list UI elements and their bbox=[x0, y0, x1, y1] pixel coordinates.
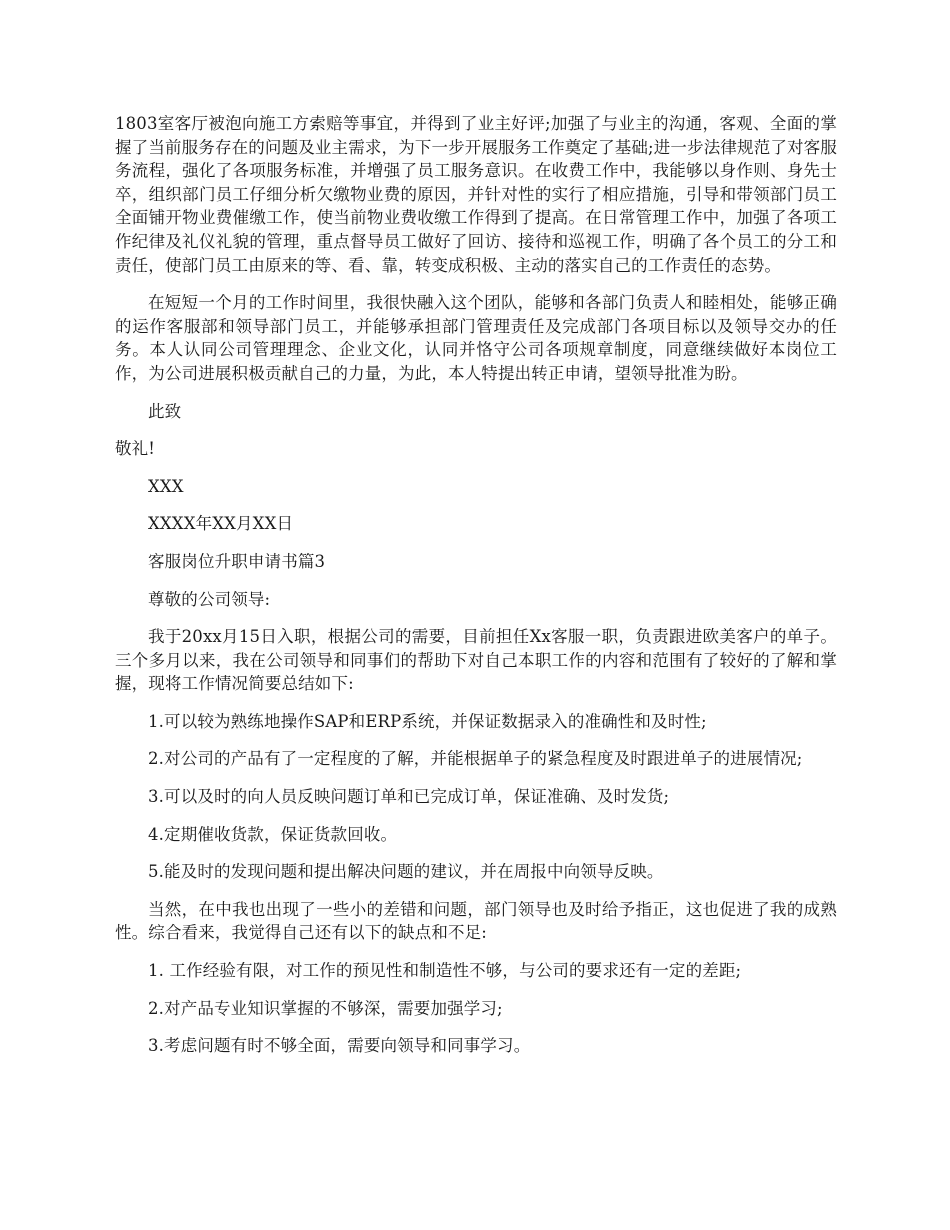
list-item-achievement-2: 2.对公司的产品有了一定程度的了解，并能根据单子的紧急程度及时跟进单子的进展情况; bbox=[148, 749, 803, 769]
document-body bbox=[115, 112, 837, 1072]
signature-date: XXXX年XX月XX日 bbox=[148, 514, 294, 534]
list-item-achievement-4: 4.定期催收货款，保证货款回收。 bbox=[148, 824, 398, 844]
list-item-achievement-5: 5.能及时的发现问题和提出解决问题的建议，并在周报中向领导反映。 bbox=[148, 862, 664, 882]
list-item-achievement-1: 1.可以较为熟练地操作SAP和ERP系统，并保证数据录入的准确性和及时性; bbox=[148, 711, 707, 731]
list-item-shortcoming-3: 3.考虑问题有时不够全面，需要向领导和同事学习。 bbox=[148, 1036, 531, 1056]
list-item-achievement-3: 3.可以及时的向人员反映问题订单和已完成订单，保证准确、及时发货; bbox=[148, 787, 670, 807]
paragraph-introduction: 我于20xx月15日入职，根据公司的需要，目前担任Xx客服一职，负责跟进欧美客户的单子。三个多月以来，我在公司领导和同事们的帮助下对自己本职工作的内容和范围有了较好的了解和掌握，现将工作情况简要总结如下: bbox=[115, 627, 837, 694]
closing-salutation: 此致 bbox=[148, 401, 182, 421]
list-item-shortcoming-2: 2.对产品专业知识掌握的不够深，需要加强学习; bbox=[148, 998, 503, 1018]
list-item-shortcoming-1: 1. 工作经验有限，对工作的预见性和制造性不够，与公司的要求还有一定的差距; bbox=[148, 961, 742, 981]
paragraph-work-summary-continued: 1803室客厅被泡向施工方索赔等事宜，并得到了业主好评;加强了与业主的沟通，客观、全面的掌握了当前服务存在的问题及业主需求，为下一步开展服务工作奠定了基础;进一步法律规范了对客服务流程，强化了各项服务标准，并增强了员工服务意识。在收费工作中，我能够以身作则、身先士卒，组织部门员工仔细分析欠缴物业费的原因，并针对性的实行了相应措施，引导和带领部门员工全面铺开物业费催缴工作，使当前物业费收缴工作得到了提高。在日常管理工作中，加强了各项工作纪律及礼仪礼貌的管理，重点督导员工做好了回访、接待和巡视工作，明确了各个员工的分工和责任，使部门员工由原来的等、看、靠，转变成积极、主动的落实自己的工作责任的态势。 bbox=[115, 114, 837, 275]
paragraph-shortcomings-intro: 当然，在中我也出现了一些小的差错和问题，部门领导也及时给予指正，这也促进了我的成熟性。综合看来，我觉得自己还有以下的缺点和不足: bbox=[115, 899, 837, 943]
section-heading: 客服岗位升职申请书篇3 bbox=[148, 551, 326, 571]
letter-greeting: 尊敬的公司领导: bbox=[148, 589, 271, 609]
paragraph-conclusion: 在短短一个月的工作时间里，我很快融入这个团队，能够和各部门负责人和睦相处，能够正确的运作客服部和领导部门员工，并能够承担部门管理责任及完成部门各项目标以及领导交办的任务。本人认同公司管理理念、企业文化，认同并恪守公司各项规章制度，同意继续做好本岗位工作，为公司进展积极贡献自己的力量，为此，本人特提出转正申请，望领导批准为盼。 bbox=[115, 293, 837, 383]
closing-regards: 敬礼! bbox=[115, 439, 156, 459]
signature-name: XXX bbox=[148, 476, 184, 496]
